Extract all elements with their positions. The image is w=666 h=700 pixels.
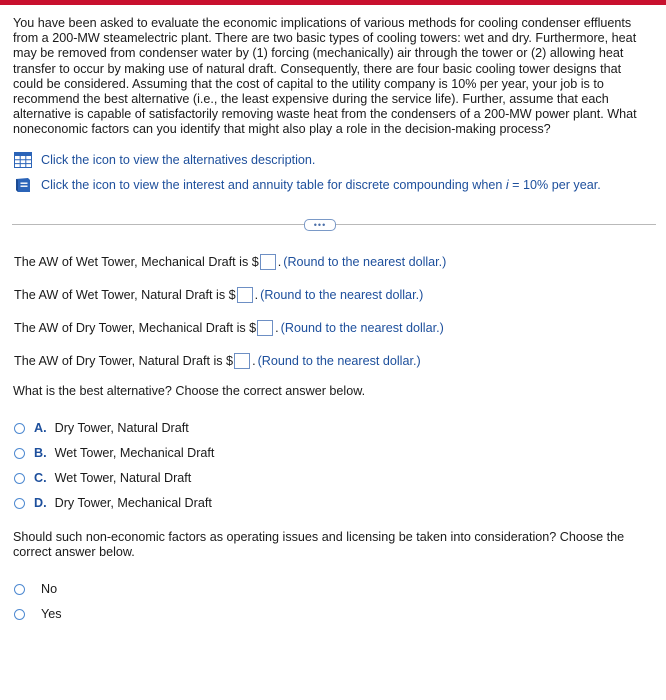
rounding-hint: (Round to the nearest dollar.) — [260, 288, 424, 302]
best-alt-option-b[interactable] — [14, 446, 214, 460]
rounding-hint: (Round to the nearest dollar.) — [280, 321, 444, 335]
question-label: The AW of Dry Tower, Natural Draft is $ — [14, 354, 234, 368]
radio-button[interactable] — [14, 584, 25, 595]
table-grid-icon[interactable] — [14, 152, 32, 168]
rounding-hint: (Round to the nearest dollar.) — [257, 354, 421, 368]
decimal-point: . — [275, 321, 279, 335]
decimal-point: . — [277, 255, 282, 269]
best-alt-option-c[interactable] — [14, 471, 191, 485]
alternatives-link-row[interactable] — [14, 152, 315, 168]
interest-link-prefix: Click the icon to view the interest and annuity table for discrete compounding when — [41, 178, 506, 192]
option-letter: A. — [34, 421, 47, 435]
top-accent-bar — [0, 0, 666, 5]
radio-button[interactable] — [14, 498, 25, 509]
question-aw-wet-natural — [14, 287, 423, 303]
noneconomic-prompt: Should such non-economic factors as operating issues and licensing be taken into consideration? Choose the correct answer below. — [13, 530, 625, 560]
question-aw-wet-mechanical — [14, 254, 446, 270]
interest-table-link-row[interactable] — [14, 177, 601, 193]
decimal-point: . — [252, 354, 256, 368]
option-text: Dry Tower, Mechanical Draft — [54, 496, 212, 510]
question-label: The AW of Wet Tower, Natural Draft is $ — [14, 288, 236, 302]
book-icon[interactable] — [14, 177, 32, 193]
option-text: No — [41, 582, 58, 596]
question-aw-dry-mechanical — [14, 320, 444, 336]
option-text: Yes — [41, 607, 62, 621]
best-alt-option-d[interactable] — [14, 496, 212, 510]
option-text: Wet Tower, Natural Draft — [54, 471, 192, 485]
rounding-hint: (Round to the nearest dollar.) — [283, 255, 447, 269]
problem-statement: You have been asked to evaluate the economic implications of various methods for cooling condenser effluents from a 200-MW steamelectric plant. There are two basic types of cooling towers: wet and dry. Furthermore, heat may be removed from condenser water by (1) forcing (mechanically) air through the tower or (2) allowing heat transfer to occur by making use of natural draft. Consequently, there are four basic cooling tower designs that could be considered. Assuming that the cost of capital to the utility company is 10% per year, your job is to recommend the best alternative (i.e., the least expensive during the service life). Further, assume that each alternative is capable of satisfactorily removing waste heat from the condensers of a 200-MW power plant. What noneconomic factors can you identify that might also play a role in the decision-making process? — [13, 16, 637, 137]
noneconomic-option-no[interactable] — [14, 582, 57, 596]
option-letter: D. — [34, 496, 47, 510]
show-more-button[interactable]: ••• — [304, 219, 336, 231]
option-letter: C. — [34, 471, 47, 485]
radio-button[interactable] — [14, 609, 25, 620]
radio-button[interactable] — [14, 473, 25, 484]
question-label: The AW of Dry Tower, Mechanical Draft is $ — [14, 321, 257, 335]
answer-input-dry-natural[interactable] — [234, 353, 250, 369]
alternatives-link[interactable]: Click the icon to view the alternatives description. — [41, 153, 316, 167]
answer-input-dry-mechanical[interactable] — [257, 320, 273, 336]
best-alt-option-a[interactable] — [14, 421, 189, 435]
option-text: Wet Tower, Mechanical Draft — [54, 446, 215, 460]
best-alternative-prompt: What is the best alternative? Choose the correct answer below. — [13, 384, 366, 398]
answer-input-wet-natural[interactable] — [237, 287, 253, 303]
question-aw-dry-natural — [14, 353, 421, 369]
radio-button[interactable] — [14, 448, 25, 459]
answer-input-wet-mechanical[interactable] — [260, 254, 276, 270]
interest-table-link[interactable] — [41, 178, 601, 192]
radio-button[interactable] — [14, 423, 25, 434]
decimal-point: . — [254, 288, 259, 302]
question-label: The AW of Wet Tower, Mechanical Draft is $ — [14, 255, 259, 269]
option-letter: B. — [34, 446, 47, 460]
interest-link-suffix: = 10% per year. — [508, 178, 601, 192]
option-text: Dry Tower, Natural Draft — [54, 421, 189, 435]
noneconomic-option-yes[interactable] — [14, 607, 62, 621]
interest-link-var: i — [505, 178, 509, 192]
